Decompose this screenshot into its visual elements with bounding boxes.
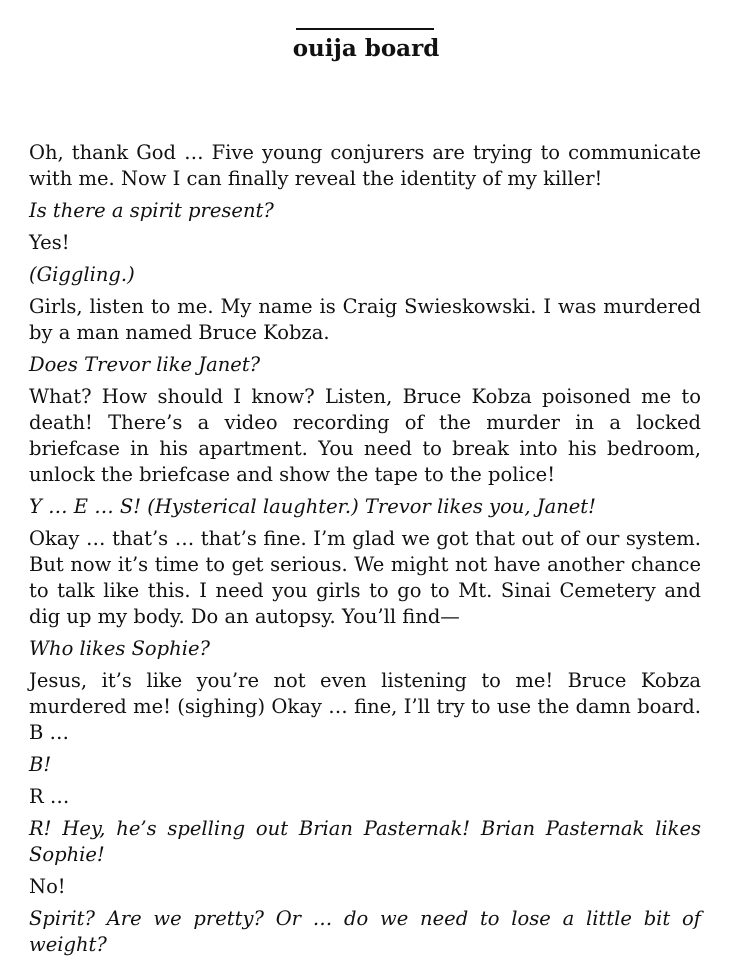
dialogue-line-3: Yes! xyxy=(29,231,70,254)
dialogue-line-5: Girls, listen to me. My name is Craig Swieskowski. I was murdered by a man named Bruce Kobza. xyxy=(29,295,701,344)
dialogue-line-15: No! xyxy=(29,875,66,898)
dialogue-line-8: Y … E … S! (Hysterical laughter.) Trevor likes you, Janet! xyxy=(29,495,596,518)
dialogue-line-16: Spirit? Are we pretty? Or … do we need to lose a little bit of weight? xyxy=(29,907,701,956)
dialogue-line-11: Jesus, it’s like you’re not even listening to me! Bruce Kobza murdered me! (sighing) Okay … fine, I’ll try to use the damn board. B … xyxy=(29,669,701,744)
dialogue-line-2: Is there a spirit present? xyxy=(29,199,274,222)
title-rule xyxy=(296,28,434,30)
dialogue-body xyxy=(29,140,701,964)
dialogue-line-6: Does Trevor like Janet? xyxy=(29,353,261,376)
dialogue-line-10: Who likes Sophie? xyxy=(29,637,210,660)
dialogue-line-14: R! Hey, he’s spelling out Brian Pasternak! Brian Pasternak likes Sophie! xyxy=(29,817,701,866)
dialogue-line-1: Oh, thank God … Five young conjurers are trying to communicate with me. Now I can finally reveal the identity of my killer! xyxy=(29,141,701,190)
page-title: ouija board xyxy=(292,35,440,62)
dialogue-line-13: R … xyxy=(29,785,70,808)
dialogue-line-9: Okay … that’s … that’s fine. I’m glad we got that out of our system. But now it’s time to get serious. We might not have another chance to talk like this. I need you girls to go to Mt. Sinai Cemetery and dig up my body. Do an autopsy. You’ll find— xyxy=(29,527,701,628)
dialogue-line-7: What? How should I know? Listen, Bruce Kobza poisoned me to death! There’s a video recording of the murder in a locked briefcase in his apartment. You need to break into his bedroom, unlock the briefcase and show the tape to the police! xyxy=(29,385,701,486)
dialogue-line-4: (Giggling.) xyxy=(29,263,135,286)
dialogue-line-12: B! xyxy=(29,753,52,776)
